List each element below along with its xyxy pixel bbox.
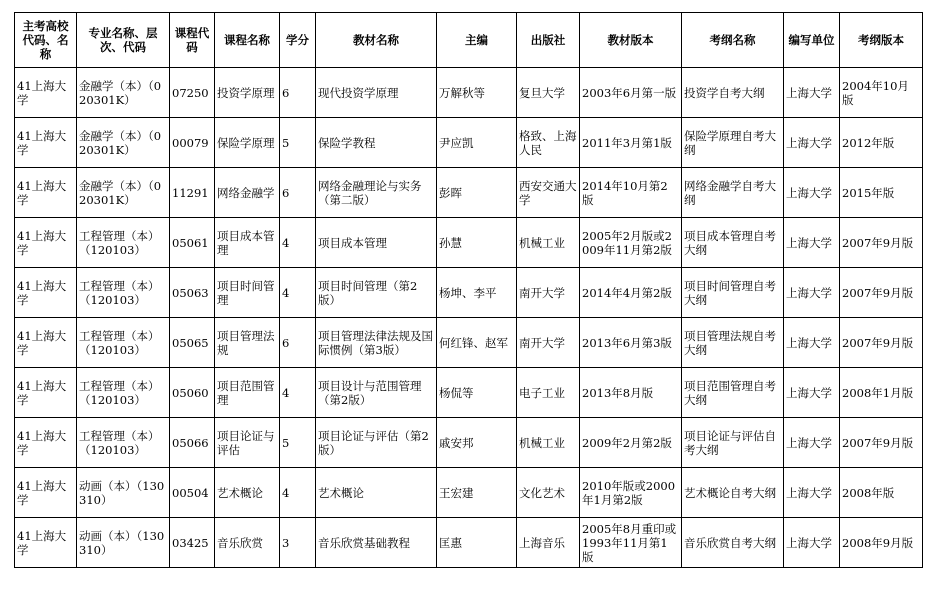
cell-credits: 6	[280, 168, 316, 218]
cell-credits: 6	[280, 68, 316, 118]
cell-edition: 2013年6月第3版	[580, 318, 682, 368]
cell-major: 金融学（本）（020301K）	[77, 68, 170, 118]
cell-publisher: 机械工业	[517, 418, 580, 468]
cell-credits: 5	[280, 118, 316, 168]
cell-edition: 2005年2月版或2009年11月第2版	[580, 218, 682, 268]
table-body	[15, 68, 923, 568]
cell-edition: 2014年4月第2版	[580, 268, 682, 318]
cell-course-code: 05060	[170, 368, 215, 418]
cell-syllabus-version: 2008年版	[840, 468, 923, 518]
table-row	[15, 218, 923, 268]
cell-syllabus: 项目范围管理自考大纲	[682, 368, 784, 418]
cell-publisher: 西安交通大学	[517, 168, 580, 218]
header-course-name: 课程名称	[215, 13, 280, 68]
cell-major: 动画（本）（130310）	[77, 518, 170, 568]
cell-course-code: 05061	[170, 218, 215, 268]
cell-compiler: 上海大学	[784, 518, 840, 568]
table-row	[15, 268, 923, 318]
cell-course-code: 00079	[170, 118, 215, 168]
cell-publisher: 复旦大学	[517, 68, 580, 118]
cell-compiler: 上海大学	[784, 218, 840, 268]
cell-syllabus: 保险学原理自考大纲	[682, 118, 784, 168]
cell-compiler: 上海大学	[784, 268, 840, 318]
cell-textbook: 项目成本管理	[316, 218, 437, 268]
cell-credits: 4	[280, 218, 316, 268]
cell-major: 金融学（本）（020301K）	[77, 118, 170, 168]
cell-edition: 2009年2月第2版	[580, 418, 682, 468]
cell-school: 41上海大学	[15, 318, 77, 368]
cell-course-name: 艺术概论	[215, 468, 280, 518]
cell-textbook: 项目论证与评估（第2版）	[316, 418, 437, 468]
cell-course-name: 保险学原理	[215, 118, 280, 168]
cell-major: 工程管理（本）（120103）	[77, 218, 170, 268]
header-school: 主考高校代码、名称	[15, 13, 77, 68]
cell-textbook: 现代投资学原理	[316, 68, 437, 118]
cell-edition: 2010年版或2000年1月第2版	[580, 468, 682, 518]
cell-edition: 2014年10月第2版	[580, 168, 682, 218]
cell-credits: 4	[280, 268, 316, 318]
header-edition: 教材版本	[580, 13, 682, 68]
table-row	[15, 118, 923, 168]
cell-author: 万解秋等	[437, 68, 517, 118]
cell-course-code: 11291	[170, 168, 215, 218]
cell-author: 孙慧	[437, 218, 517, 268]
cell-course-code: 05063	[170, 268, 215, 318]
cell-course-name: 网络金融学	[215, 168, 280, 218]
cell-textbook: 项目设计与范围管理（第2版）	[316, 368, 437, 418]
cell-school: 41上海大学	[15, 418, 77, 468]
table-row	[15, 168, 923, 218]
table-row	[15, 518, 923, 568]
cell-syllabus: 项目成本管理自考大纲	[682, 218, 784, 268]
cell-publisher: 电子工业	[517, 368, 580, 418]
header-textbook: 教材名称	[316, 13, 437, 68]
cell-school: 41上海大学	[15, 68, 77, 118]
cell-textbook: 网络金融理论与实务（第二版）	[316, 168, 437, 218]
cell-author: 杨坤、李平	[437, 268, 517, 318]
cell-course-name: 投资学原理	[215, 68, 280, 118]
cell-credits: 5	[280, 418, 316, 468]
cell-syllabus-version: 2008年1月版	[840, 368, 923, 418]
cell-course-code: 00504	[170, 468, 215, 518]
cell-credits: 4	[280, 368, 316, 418]
cell-syllabus-version: 2007年9月版	[840, 268, 923, 318]
cell-syllabus-version: 2015年版	[840, 168, 923, 218]
table-row	[15, 418, 923, 468]
cell-school: 41上海大学	[15, 168, 77, 218]
cell-syllabus: 艺术概论自考大纲	[682, 468, 784, 518]
cell-author: 杨侃等	[437, 368, 517, 418]
cell-author: 彭晖	[437, 168, 517, 218]
cell-compiler: 上海大学	[784, 118, 840, 168]
cell-course-name: 项目范围管理	[215, 368, 280, 418]
cell-syllabus-version: 2007年9月版	[840, 418, 923, 468]
cell-publisher: 文化艺术	[517, 468, 580, 518]
cell-syllabus-version: 2012年版	[840, 118, 923, 168]
cell-syllabus: 项目管理法规自考大纲	[682, 318, 784, 368]
cell-edition: 2003年6月第一版	[580, 68, 682, 118]
table-header-row	[15, 13, 923, 68]
cell-author: 戚安邦	[437, 418, 517, 468]
cell-edition: 2011年3月第1版	[580, 118, 682, 168]
cell-textbook: 项目时间管理（第2版）	[316, 268, 437, 318]
cell-major: 金融学（本）（020301K）	[77, 168, 170, 218]
cell-syllabus: 音乐欣赏自考大纲	[682, 518, 784, 568]
cell-syllabus-version: 2008年9月版	[840, 518, 923, 568]
cell-textbook: 保险学教程	[316, 118, 437, 168]
cell-course-name: 项目时间管理	[215, 268, 280, 318]
table-row	[15, 68, 923, 118]
cell-course-name: 项目管理法规	[215, 318, 280, 368]
cell-school: 41上海大学	[15, 218, 77, 268]
cell-credits: 4	[280, 468, 316, 518]
cell-credits: 6	[280, 318, 316, 368]
cell-compiler: 上海大学	[784, 168, 840, 218]
cell-school: 41上海大学	[15, 518, 77, 568]
header-course-code: 课程代码	[170, 13, 215, 68]
header-syllabus: 考纲名称	[682, 13, 784, 68]
cell-author: 王宏建	[437, 468, 517, 518]
cell-credits: 3	[280, 518, 316, 568]
cell-textbook: 艺术概论	[316, 468, 437, 518]
cell-syllabus-version: 2004年10月版	[840, 68, 923, 118]
header-credits: 学分	[280, 13, 316, 68]
cell-major: 工程管理（本）（120103）	[77, 318, 170, 368]
cell-school: 41上海大学	[15, 268, 77, 318]
table-row	[15, 368, 923, 418]
cell-course-code: 05065	[170, 318, 215, 368]
cell-course-name: 项目论证与评估	[215, 418, 280, 468]
cell-compiler: 上海大学	[784, 68, 840, 118]
cell-author: 何红锋、赵军	[437, 318, 517, 368]
cell-publisher: 南开大学	[517, 318, 580, 368]
cell-compiler: 上海大学	[784, 418, 840, 468]
cell-compiler: 上海大学	[784, 368, 840, 418]
cell-syllabus: 网络金融学自考大纲	[682, 168, 784, 218]
header-author: 主编	[437, 13, 517, 68]
cell-textbook: 项目管理法律法规及国际惯例（第3版）	[316, 318, 437, 368]
cell-school: 41上海大学	[15, 118, 77, 168]
cell-course-code: 07250	[170, 68, 215, 118]
header-syllabus-version: 考纲版本	[840, 13, 923, 68]
cell-school: 41上海大学	[15, 468, 77, 518]
table-row	[15, 318, 923, 368]
cell-major: 工程管理（本）（120103）	[77, 268, 170, 318]
cell-course-name: 项目成本管理	[215, 218, 280, 268]
cell-syllabus-version: 2007年9月版	[840, 218, 923, 268]
cell-edition: 2005年8月重印或1993年11月第1版	[580, 518, 682, 568]
header-publisher: 出版社	[517, 13, 580, 68]
cell-syllabus-version: 2007年9月版	[840, 318, 923, 368]
cell-textbook: 音乐欣赏基础教程	[316, 518, 437, 568]
cell-author: 匡惠	[437, 518, 517, 568]
cell-course-code: 05066	[170, 418, 215, 468]
cell-major: 动画（本）（130310）	[77, 468, 170, 518]
cell-compiler: 上海大学	[784, 318, 840, 368]
cell-syllabus: 项目时间管理自考大纲	[682, 268, 784, 318]
cell-edition: 2013年8月版	[580, 368, 682, 418]
header-compiler: 编写单位	[784, 13, 840, 68]
cell-author: 尹应凯	[437, 118, 517, 168]
cell-publisher: 机械工业	[517, 218, 580, 268]
cell-major: 工程管理（本）（120103）	[77, 368, 170, 418]
cell-compiler: 上海大学	[784, 468, 840, 518]
cell-major: 工程管理（本）（120103）	[77, 418, 170, 468]
course-table	[14, 12, 923, 568]
table-row	[15, 468, 923, 518]
cell-syllabus: 项目论证与评估自考大纲	[682, 418, 784, 468]
cell-school: 41上海大学	[15, 368, 77, 418]
cell-course-code: 03425	[170, 518, 215, 568]
cell-publisher: 上海音乐	[517, 518, 580, 568]
cell-publisher: 格致、上海人民	[517, 118, 580, 168]
cell-publisher: 南开大学	[517, 268, 580, 318]
cell-syllabus: 投资学自考大纲	[682, 68, 784, 118]
header-major: 专业名称、层次、代码	[77, 13, 170, 68]
cell-course-name: 音乐欣赏	[215, 518, 280, 568]
